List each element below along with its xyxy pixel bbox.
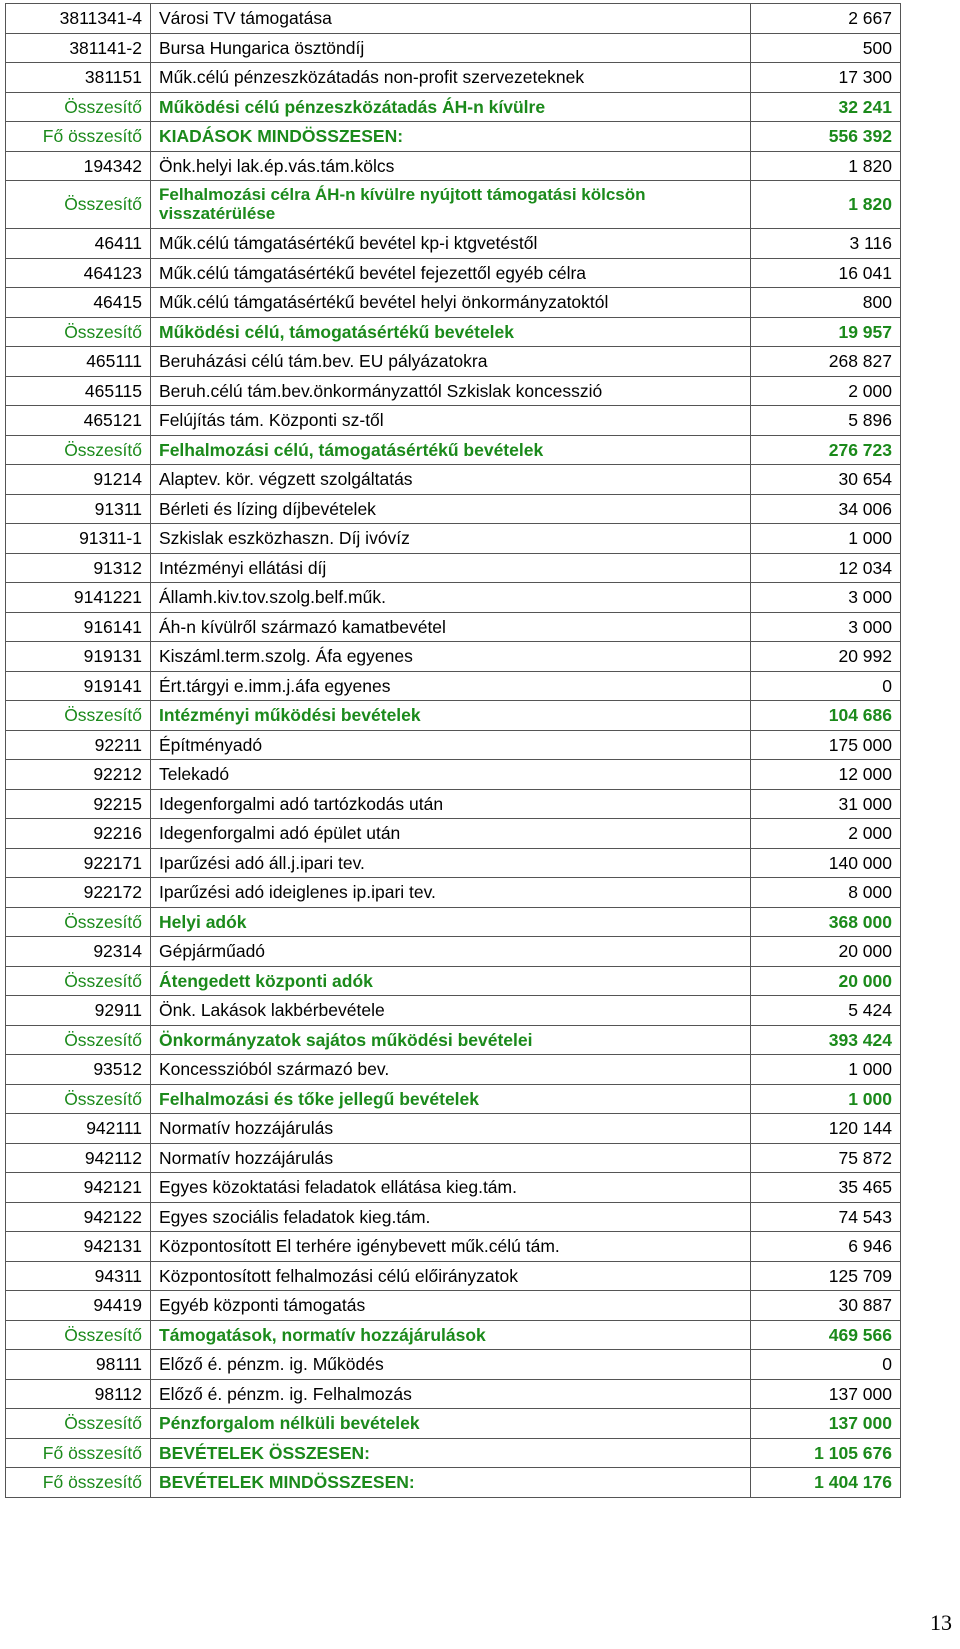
- code-cell: 942131: [6, 1232, 151, 1262]
- table-row: [6, 612, 901, 642]
- amount-cell: 276 723: [751, 435, 901, 465]
- amount-cell: 16 041: [751, 258, 901, 288]
- table-row: [6, 1350, 901, 1380]
- table-row: [6, 494, 901, 524]
- name-cell: Felhalmozási célú, támogatásértékű bevételek: [151, 435, 751, 465]
- name-cell: Előző é. pénzm. ig. Működés: [151, 1350, 751, 1380]
- code-cell: 9141221: [6, 583, 151, 613]
- amount-cell: 1 000: [751, 524, 901, 554]
- amount-cell: 34 006: [751, 494, 901, 524]
- code-cell: 465115: [6, 376, 151, 406]
- name-cell: Egyéb központi támogatás: [151, 1291, 751, 1321]
- code-cell: 942122: [6, 1202, 151, 1232]
- code-cell: Összesítő: [6, 181, 151, 229]
- name-cell: Előző é. pénzm. ig. Felhalmozás: [151, 1379, 751, 1409]
- name-cell: Koncesszióból származó bev.: [151, 1055, 751, 1085]
- amount-cell: 125 709: [751, 1261, 901, 1291]
- name-cell: Áh-n kívülről származó kamatbevétel: [151, 612, 751, 642]
- table-row: [6, 288, 901, 318]
- name-cell: Önk. Lakások lakbérbevétele: [151, 996, 751, 1026]
- name-cell: BEVÉTELEK MINDÖSSZESEN:: [151, 1468, 751, 1498]
- table-row: [6, 1055, 901, 1085]
- name-cell: Felújítás tám. Központi sz-től: [151, 406, 751, 436]
- table-row: [6, 819, 901, 849]
- amount-cell: 268 827: [751, 347, 901, 377]
- amount-cell: 556 392: [751, 122, 901, 152]
- name-cell: BEVÉTELEK ÖSSZESEN:: [151, 1438, 751, 1468]
- name-cell: Bursa Hungarica ösztöndíj: [151, 33, 751, 63]
- table-row: [6, 996, 901, 1026]
- table-row: [6, 229, 901, 259]
- code-cell: 922172: [6, 878, 151, 908]
- name-cell: Központosított El terhére igénybevett műk.célú tám.: [151, 1232, 751, 1262]
- subtotal-row: [6, 92, 901, 122]
- code-cell: Fő összesítő: [6, 122, 151, 152]
- table-row: [6, 406, 901, 436]
- amount-cell: 6 946: [751, 1232, 901, 1262]
- table-row: [6, 33, 901, 63]
- table-row: [6, 465, 901, 495]
- subtotal-row: [6, 435, 901, 465]
- code-cell: Összesítő: [6, 701, 151, 731]
- amount-cell: 800: [751, 288, 901, 318]
- code-cell: 381141-2: [6, 33, 151, 63]
- code-cell: 91311-1: [6, 524, 151, 554]
- table-row: [6, 1291, 901, 1321]
- code-cell: Fő összesítő: [6, 1438, 151, 1468]
- table-row: [6, 1114, 901, 1144]
- table-row: [6, 376, 901, 406]
- code-cell: 92216: [6, 819, 151, 849]
- amount-cell: 104 686: [751, 701, 901, 731]
- name-cell: Szkislak eszközhaszn. Díj ivóvíz: [151, 524, 751, 554]
- amount-cell: 32 241: [751, 92, 901, 122]
- code-cell: 942121: [6, 1173, 151, 1203]
- name-cell: Felhalmozási célra ÁH-n kívülre nyújtott támogatási kölcsön visszatérülése: [151, 181, 751, 229]
- amount-cell: 12 034: [751, 553, 901, 583]
- code-cell: 916141: [6, 612, 151, 642]
- amount-cell: 1 000: [751, 1055, 901, 1085]
- code-cell: 465121: [6, 406, 151, 436]
- code-cell: Összesítő: [6, 435, 151, 465]
- name-cell: Műk.célú támgatásértékű bevétel kp-i ktgvetéstől: [151, 229, 751, 259]
- code-cell: 93512: [6, 1055, 151, 1085]
- subtotal-row: [6, 317, 901, 347]
- grand-total-row: [6, 122, 901, 152]
- name-cell: Beruh.célú tám.bev.önkormányzattól Szkislak koncesszió: [151, 376, 751, 406]
- amount-cell: 2 000: [751, 819, 901, 849]
- code-cell: 91312: [6, 553, 151, 583]
- name-cell: Telekadó: [151, 760, 751, 790]
- table-row: [6, 1379, 901, 1409]
- table-row: [6, 151, 901, 181]
- subtotal-row: [6, 1084, 901, 1114]
- name-cell: Felhalmozási és tőke jellegű bevételek: [151, 1084, 751, 1114]
- code-cell: 919131: [6, 642, 151, 672]
- table-row: [6, 671, 901, 701]
- amount-cell: 20 000: [751, 966, 901, 996]
- code-cell: 3811341-4: [6, 4, 151, 34]
- code-cell: Összesítő: [6, 966, 151, 996]
- amount-cell: 0: [751, 1350, 901, 1380]
- code-cell: Összesítő: [6, 1025, 151, 1055]
- name-cell: Intézményi működési bevételek: [151, 701, 751, 731]
- amount-cell: 3 000: [751, 583, 901, 613]
- amount-cell: 500: [751, 33, 901, 63]
- amount-cell: 137 000: [751, 1379, 901, 1409]
- amount-cell: 30 654: [751, 465, 901, 495]
- name-cell: Államh.kiv.tov.szolg.belf.műk.: [151, 583, 751, 613]
- code-cell: 46415: [6, 288, 151, 318]
- page-number: 13: [930, 1610, 952, 1635]
- amount-cell: 31 000: [751, 789, 901, 819]
- code-cell: 942112: [6, 1143, 151, 1173]
- name-cell: Támogatások, normatív hozzájárulások: [151, 1320, 751, 1350]
- code-cell: 92211: [6, 730, 151, 760]
- subtotal-row: [6, 1320, 901, 1350]
- amount-cell: 12 000: [751, 760, 901, 790]
- table-row: [6, 583, 901, 613]
- name-cell: Építményadó: [151, 730, 751, 760]
- name-cell: Központosított felhalmozási célú előirányzatok: [151, 1261, 751, 1291]
- amount-cell: 1 404 176: [751, 1468, 901, 1498]
- amount-cell: 393 424: [751, 1025, 901, 1055]
- amount-cell: 1 105 676: [751, 1438, 901, 1468]
- name-cell: Iparűzési adó áll.j.ipari tev.: [151, 848, 751, 878]
- code-cell: 194342: [6, 151, 151, 181]
- name-cell: Helyi adók: [151, 907, 751, 937]
- table-row: [6, 642, 901, 672]
- code-cell: 94311: [6, 1261, 151, 1291]
- amount-cell: 5 424: [751, 996, 901, 1026]
- code-cell: 98111: [6, 1350, 151, 1380]
- name-cell: Átengedett központi adók: [151, 966, 751, 996]
- amount-cell: 120 144: [751, 1114, 901, 1144]
- table-row: [6, 1202, 901, 1232]
- name-cell: Működési célú pénzeszközátadás ÁH-n kívülre: [151, 92, 751, 122]
- table-row: [6, 1143, 901, 1173]
- grand-total-row: [6, 1438, 901, 1468]
- name-cell: Gépjárműadó: [151, 937, 751, 967]
- name-cell: Alaptev. kör. végzett szolgáltatás: [151, 465, 751, 495]
- amount-cell: 469 566: [751, 1320, 901, 1350]
- amount-cell: 5 896: [751, 406, 901, 436]
- code-cell: Összesítő: [6, 1320, 151, 1350]
- code-cell: 942111: [6, 1114, 151, 1144]
- amount-cell: 0: [751, 671, 901, 701]
- code-cell: 92911: [6, 996, 151, 1026]
- amount-cell: 137 000: [751, 1409, 901, 1439]
- amount-cell: 1 000: [751, 1084, 901, 1114]
- table-row: [6, 937, 901, 967]
- amount-cell: 368 000: [751, 907, 901, 937]
- name-cell: Városi TV támogatása: [151, 4, 751, 34]
- grand-total-row: [6, 1468, 901, 1498]
- name-cell: Működési célú, támogatásértékű bevételek: [151, 317, 751, 347]
- name-cell: Idegenforgalmi adó tartózkodás után: [151, 789, 751, 819]
- code-cell: 91214: [6, 465, 151, 495]
- table-row: [6, 878, 901, 908]
- name-cell: Beruházási célú tám.bev. EU pályázatokra: [151, 347, 751, 377]
- code-cell: 92215: [6, 789, 151, 819]
- amount-cell: 74 543: [751, 1202, 901, 1232]
- budget-table-body: [6, 4, 901, 1498]
- name-cell: KIADÁSOK MINDÖSSZESEN:: [151, 122, 751, 152]
- code-cell: 922171: [6, 848, 151, 878]
- table-row: [6, 63, 901, 93]
- name-cell: Önkormányzatok sajátos működési bevételei: [151, 1025, 751, 1055]
- code-cell: 92212: [6, 760, 151, 790]
- name-cell: Műk.célú pénzeszközátadás non-profit szervezeteknek: [151, 63, 751, 93]
- table-row: [6, 553, 901, 583]
- amount-cell: 20 992: [751, 642, 901, 672]
- subtotal-row: [6, 1025, 901, 1055]
- name-cell: Normatív hozzájárulás: [151, 1143, 751, 1173]
- code-cell: Összesítő: [6, 317, 151, 347]
- table-row: [6, 347, 901, 377]
- subtotal-row: [6, 966, 901, 996]
- code-cell: 919141: [6, 671, 151, 701]
- code-cell: 46411: [6, 229, 151, 259]
- amount-cell: 2 667: [751, 4, 901, 34]
- amount-cell: 19 957: [751, 317, 901, 347]
- amount-cell: 1 820: [751, 151, 901, 181]
- amount-cell: 140 000: [751, 848, 901, 878]
- table-row: [6, 1261, 901, 1291]
- code-cell: 381151: [6, 63, 151, 93]
- amount-cell: 20 000: [751, 937, 901, 967]
- name-cell: Ért.tárgyi e.imm.j.áfa egyenes: [151, 671, 751, 701]
- name-cell: Iparűzési adó ideiglenes ip.ipari tev.: [151, 878, 751, 908]
- code-cell: 94419: [6, 1291, 151, 1321]
- name-cell: Egyes közoktatási feladatok ellátása kieg.tám.: [151, 1173, 751, 1203]
- table-row: [6, 1232, 901, 1262]
- amount-cell: 175 000: [751, 730, 901, 760]
- code-cell: Fő összesítő: [6, 1468, 151, 1498]
- table-row: [6, 760, 901, 790]
- code-cell: 91311: [6, 494, 151, 524]
- subtotal-row: [6, 907, 901, 937]
- code-cell: 92314: [6, 937, 151, 967]
- code-cell: Összesítő: [6, 92, 151, 122]
- name-cell: Normatív hozzájárulás: [151, 1114, 751, 1144]
- subtotal-row: [6, 181, 901, 229]
- amount-cell: 3 116: [751, 229, 901, 259]
- name-cell: Bérleti és lízing díjbevételek: [151, 494, 751, 524]
- subtotal-row: [6, 1409, 901, 1439]
- table-row: [6, 258, 901, 288]
- code-cell: Összesítő: [6, 907, 151, 937]
- amount-cell: 35 465: [751, 1173, 901, 1203]
- name-cell: Műk.célú támgatásértékű bevétel helyi önkormányzatoktól: [151, 288, 751, 318]
- code-cell: 98112: [6, 1379, 151, 1409]
- table-row: [6, 524, 901, 554]
- table-row: [6, 4, 901, 34]
- code-cell: Összesítő: [6, 1084, 151, 1114]
- code-cell: 464123: [6, 258, 151, 288]
- code-cell: Összesítő: [6, 1409, 151, 1439]
- amount-cell: 30 887: [751, 1291, 901, 1321]
- name-cell: Kiszáml.term.szolg. Áfa egyenes: [151, 642, 751, 672]
- name-cell: Műk.célú támgatásértékű bevétel fejezettől egyéb célra: [151, 258, 751, 288]
- amount-cell: 8 000: [751, 878, 901, 908]
- table-row: [6, 789, 901, 819]
- amount-cell: 3 000: [751, 612, 901, 642]
- budget-table: [5, 3, 901, 1498]
- name-cell: Idegenforgalmi adó épület után: [151, 819, 751, 849]
- name-cell: Intézményi ellátási díj: [151, 553, 751, 583]
- amount-cell: 1 820: [751, 181, 901, 229]
- table-row: [6, 730, 901, 760]
- amount-cell: 75 872: [751, 1143, 901, 1173]
- table-row: [6, 848, 901, 878]
- name-cell: Egyes szociális feladatok kieg.tám.: [151, 1202, 751, 1232]
- code-cell: 465111: [6, 347, 151, 377]
- subtotal-row: [6, 701, 901, 731]
- amount-cell: 2 000: [751, 376, 901, 406]
- amount-cell: 17 300: [751, 63, 901, 93]
- name-cell: Önk.helyi lak.ép.vás.tám.kölcs: [151, 151, 751, 181]
- name-cell: Pénzforgalom nélküli bevételek: [151, 1409, 751, 1439]
- table-row: [6, 1173, 901, 1203]
